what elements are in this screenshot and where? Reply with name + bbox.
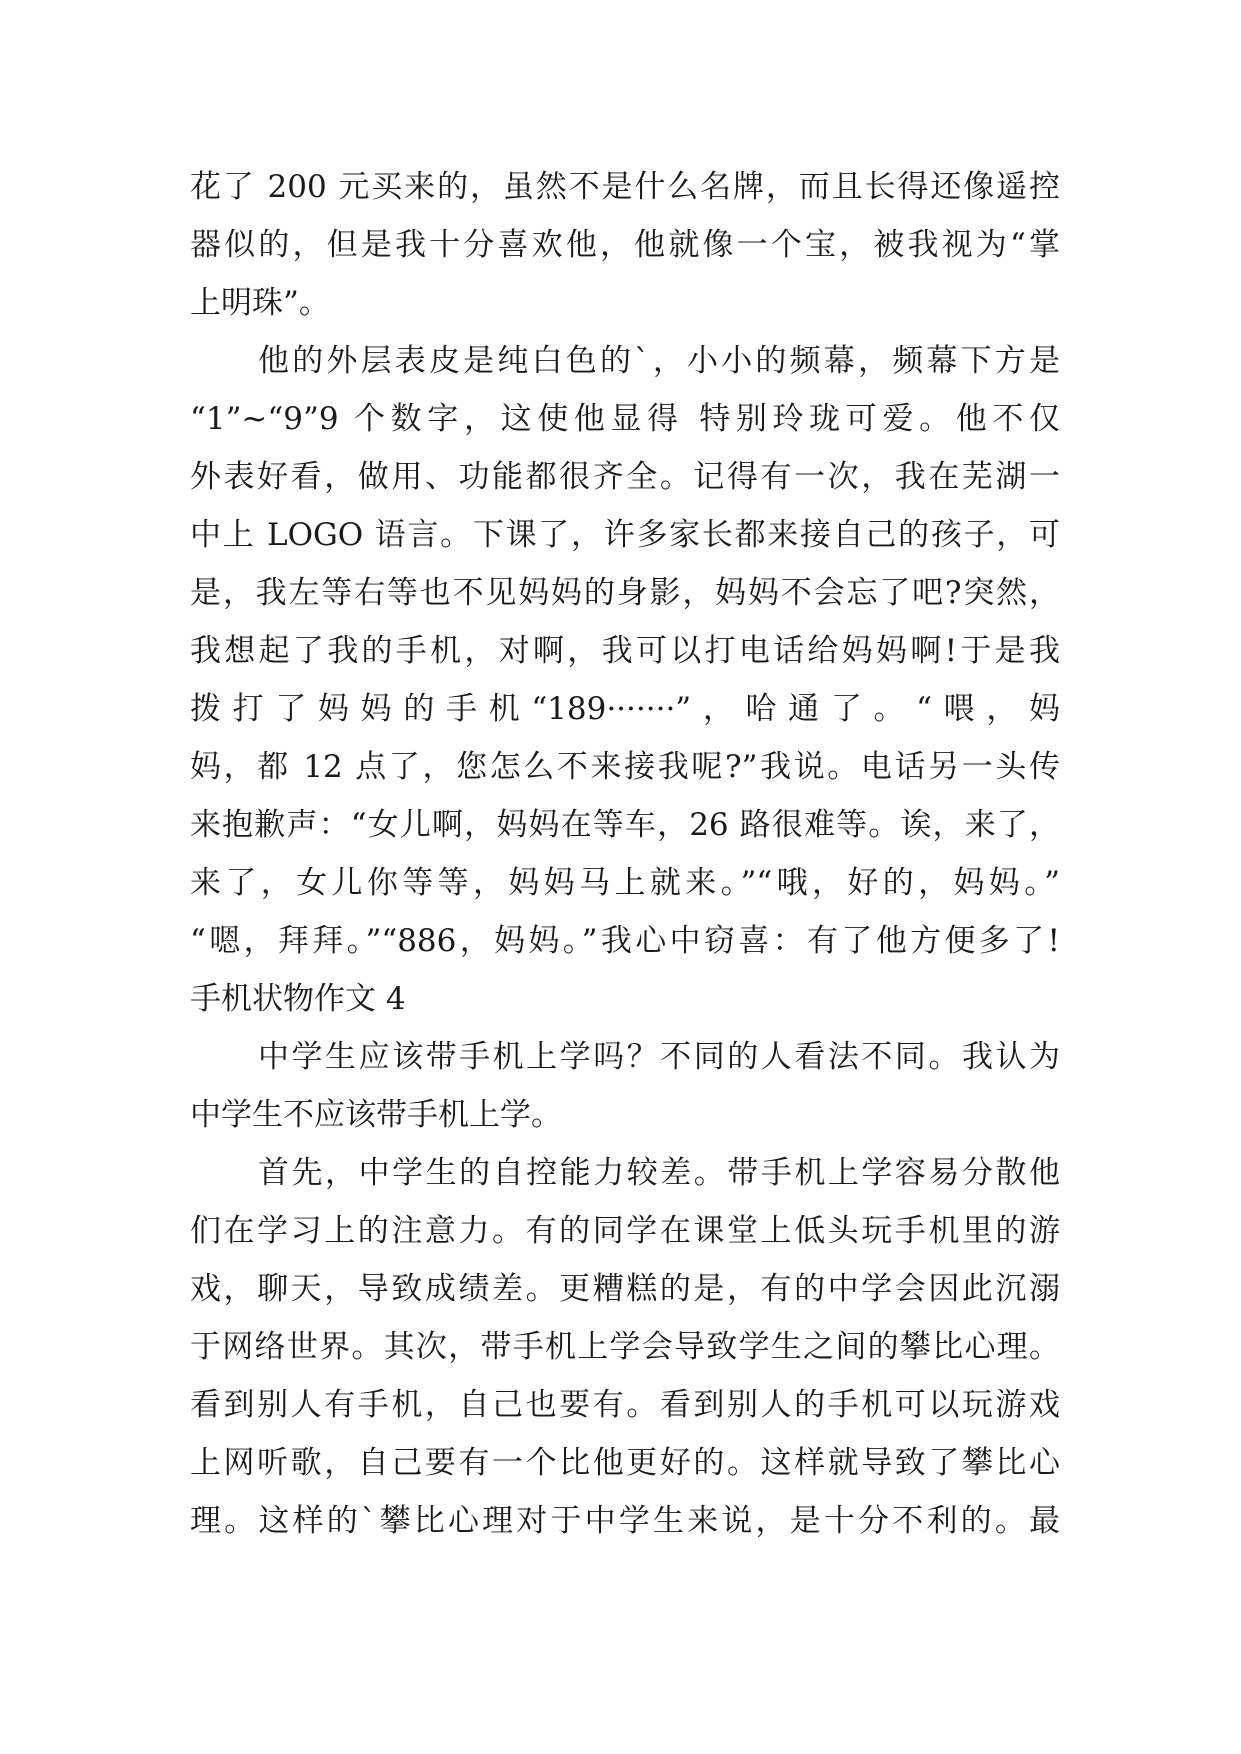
section-heading: 手机状物作文 4 <box>190 981 406 1017</box>
text-line: 上网听歌，自己要有一个比他更好的。这样就导致了攀比心 <box>190 1445 1060 1481</box>
text-line: 于网络世界。其次，带手机上学会导致学生之间的攀比心理。 <box>190 1329 1060 1365</box>
text-line: 外表好看，做用、功能都很齐全。记得有一次，我在芜湖一 <box>190 459 1060 495</box>
text-line: 他的外层表皮是纯白色的`，小小的频幕，频幕下方是 <box>258 343 1060 379</box>
text-line: “1”~“9”9 个数字，这使他显得 特别玲珑可爱。他不仅 <box>190 401 1060 437</box>
text-line: 拨打了妈妈的手机“189·······”，哈通了。“喂，妈 <box>190 691 1060 727</box>
text-line: 们在学习上的注意力。有的同学在课堂上低头玩手机里的游 <box>190 1213 1060 1249</box>
text-line: 中学生不应该带手机上学。 <box>190 1097 562 1133</box>
text-line: 是，我左等右等也不见妈妈的身影，妈妈不会忘了吧?突然， <box>190 575 1060 611</box>
text-line: 妈，都 12 点了，您怎么不来接我呢?”我说。电话另一头传 <box>190 749 1060 785</box>
text-line: “嗯，拜拜。”“886，妈妈。”我心中窃喜：有了他方便多了! <box>190 923 1060 959</box>
text-line: 上明珠”。 <box>190 285 330 321</box>
text-line: 中学生应该带手机上学吗？不同的人看法不同。我认为 <box>258 1039 1060 1075</box>
document-body <box>190 158 1060 1550</box>
text-line: 首先，中学生的自控能力较差。带手机上学容易分散他 <box>258 1155 1060 1191</box>
text-line: 理。这样的`攀比心理对于中学生来说，是十分不利的。最 <box>190 1503 1060 1539</box>
text-line: 来了，女儿你等等，妈妈马上就来。”“哦，好的，妈妈。” <box>190 865 1060 901</box>
text-line: 戏，聊天，导致成绩差。更糟糕的是，有的中学会因此沉溺 <box>190 1271 1060 1307</box>
text-line: 看到别人有手机，自己也要有。看到别人的手机可以玩游戏 <box>190 1387 1060 1423</box>
text-line: 器似的，但是我十分喜欢他，他就像一个宝，被我视为“掌 <box>190 227 1060 263</box>
text-line: 中上 LOGO 语言。下课了，许多家长都来接自己的孩子，可 <box>190 517 1060 553</box>
text-line: 花了 200 元买来的，虽然不是什么名牌，而且长得还像遥控 <box>190 169 1060 205</box>
text-line: 来抱歉声：“女儿啊，妈妈在等车，26 路很难等。诶，来了， <box>190 807 1060 843</box>
text-line: 我想起了我的手机，对啊，我可以打电话给妈妈啊!于是我 <box>190 633 1060 669</box>
